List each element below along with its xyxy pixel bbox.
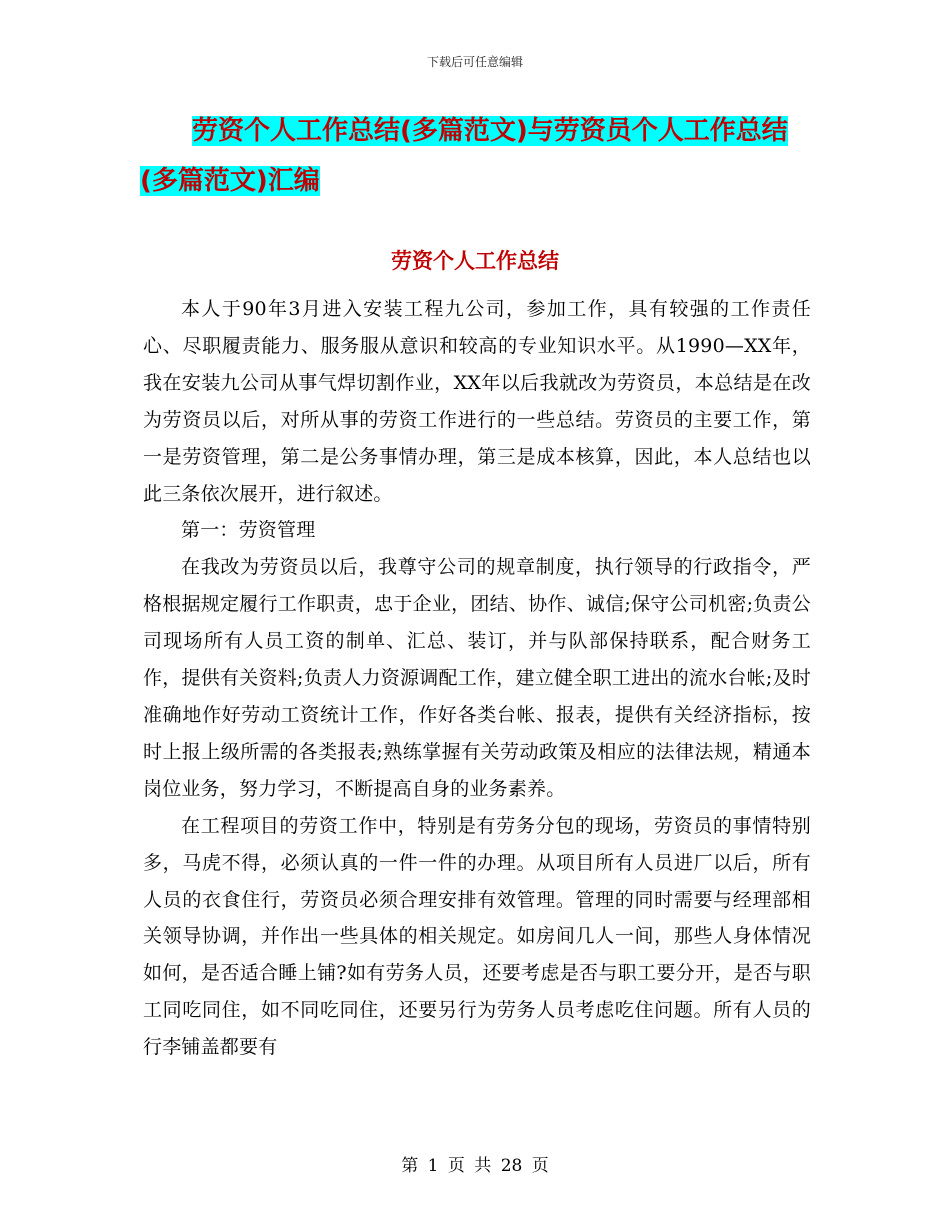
body-text bbox=[143, 291, 811, 1066]
section-heading: 劳资个人工作总结 bbox=[391, 249, 559, 273]
document-title-line-1 bbox=[140, 106, 820, 156]
paragraph-subheading-labor-management: 第一：劳资管理 bbox=[181, 519, 316, 542]
document-title-line-2 bbox=[140, 156, 820, 206]
document-title-line-2-text: (多篇范文)汇编 bbox=[140, 166, 320, 196]
paragraph-project-work: 在工程项目的劳资工作中，特别是有劳务分包的现场，劳资员的事情特别多，马虎不得，必须认真的一件一件的办理。从项目所有人员进厂以后，所有人员的衣食住行，劳资员必须合理安排有效管理。管理的同时需要与经理部相关领导协调，并作出一些具体的相关规定。如房间几人一间，那些人身体情况如何，是否适合睡上铺?如有劳务人员，还要考虑是否与职工要分开，是否与职工同吃同住，如不同吃同住，还要另行为劳务人员考虑吃住问题。所有人员的行李铺盖都要有 bbox=[143, 814, 811, 1059]
page-footer-number: 第 1 页 共 28 页 bbox=[401, 1156, 549, 1176]
paragraph-duties: 在我改为劳资员以后，我尊守公司的规章制度，执行领导的行政指令，严格根据规定履行工作职责，忠于企业，团结、协作、诚信;保守公司机密;负责公司现场所有人员工资的制单、汇总、装订，并与队部保持联系，配合财务工作，提供有关资料;负责人力资源调配工作，建立健全职工进出的流水台帐;及时准确地作好劳动工资统计工作，作好各类台帐、报表，提供有关经济指标，按时上报上级所需的各类报表;熟练掌握有关劳动政策及相应的法律法规，精通本岗位业务，努力学习，不断提高自身的业务素养。 bbox=[143, 556, 811, 800]
document-title bbox=[140, 106, 820, 206]
page-header-note: 下载后可任意编辑 bbox=[426, 55, 523, 69]
paragraph-intro: 本人于90年3月进入安装工程九公司，参加工作，具有较强的工作责任心、尽职履责能力、服务服从意识和较高的专业知识水平。从1990—XX年，我在安装九公司从事气焊切割作业，XX年以后我就改为劳资员，本总结是在改为劳资员以后，对所从事的劳资工作进行的一些总结。劳资员的主要工作，第一是劳资管理，第二是公务事情办理，第三是成本核算，因此，本人总结也以此三条依次展开，进行叙述。 bbox=[143, 298, 811, 505]
document-title-line-1-text: 劳资个人工作总结(多篇范文)与劳资员个人工作总结 bbox=[192, 116, 788, 146]
